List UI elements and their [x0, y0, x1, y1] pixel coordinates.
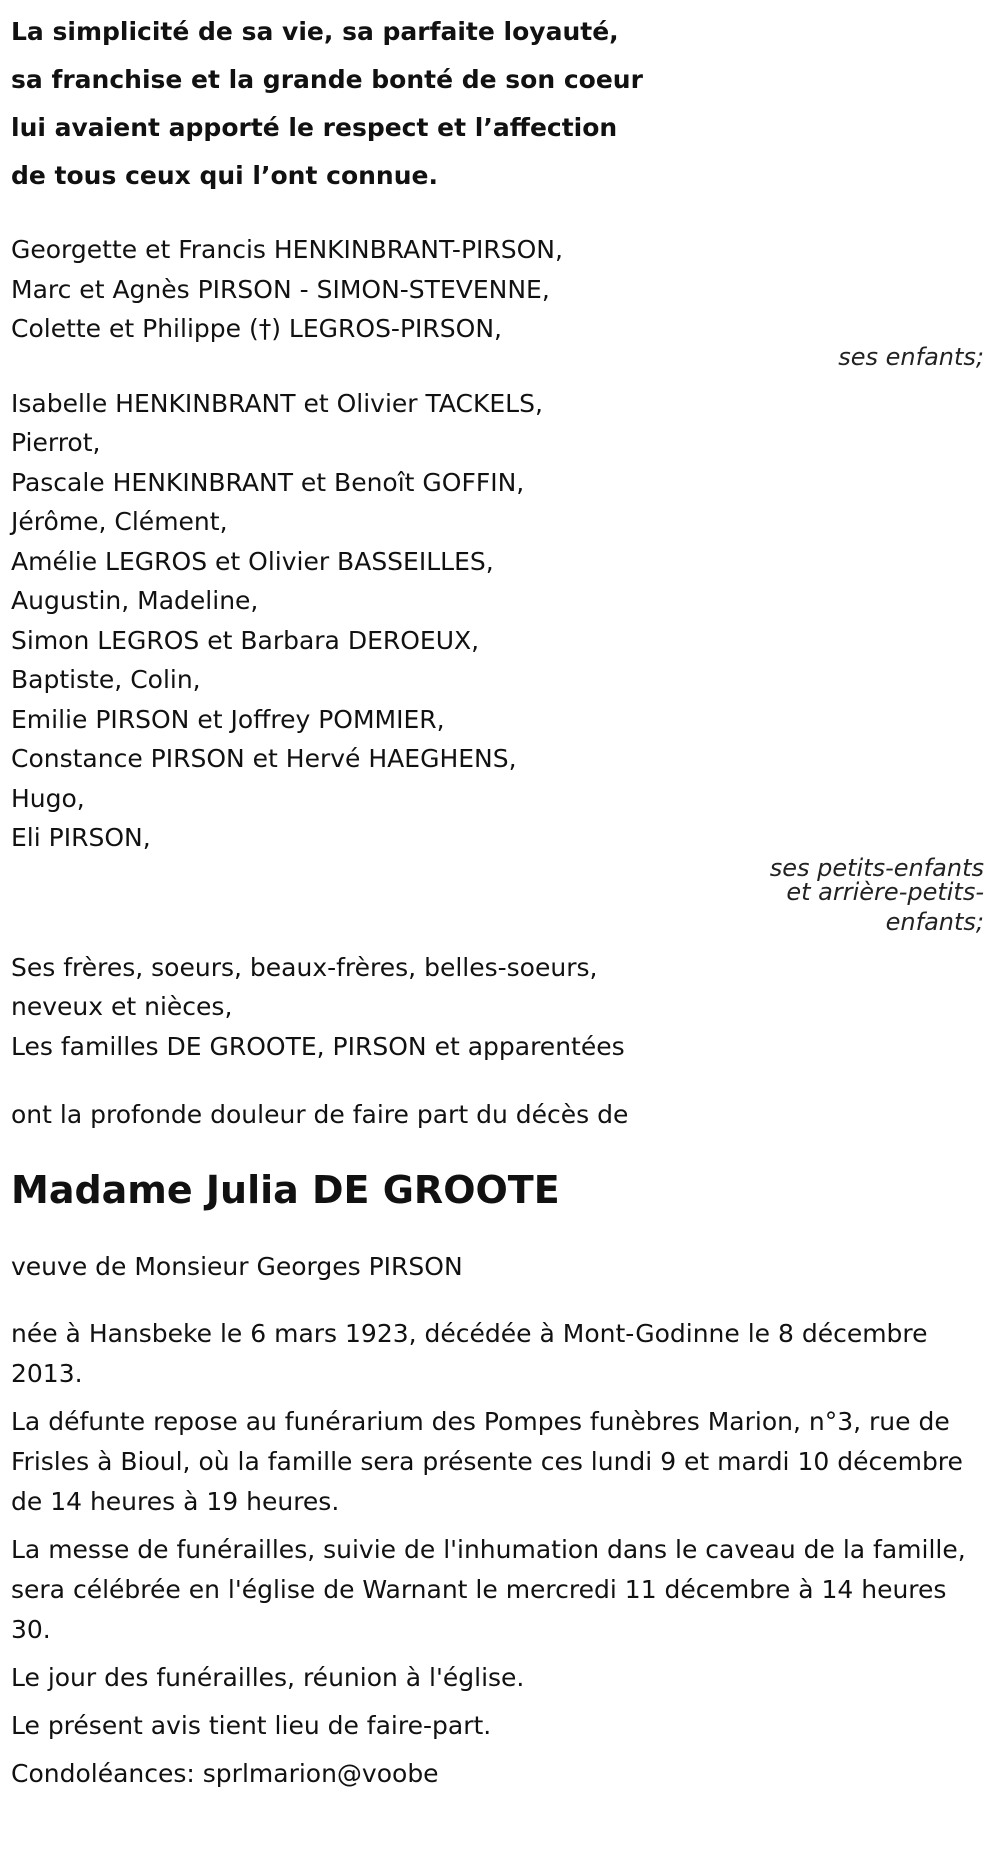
- intro-line: de tous ceux qui l’ont connue.: [11, 161, 438, 190]
- intro-line: lui avaient apporté le respect et l’affection: [11, 113, 618, 142]
- funeral-day: Le jour des funérailles, réunion à l'église.: [11, 1663, 525, 1692]
- children-list: [11, 230, 986, 349]
- grandchild-line: Augustin, Madeline,: [11, 586, 259, 615]
- child-line: Colette et Philippe (†) LEGROS-PIRSON,: [11, 314, 502, 343]
- decedent-name: Madame Julia DE GROOTE: [11, 1168, 560, 1212]
- intro-quote: [11, 0, 986, 200]
- grandchildren-list: [11, 384, 986, 858]
- grandchild-line: Hugo,: [11, 783, 85, 813]
- grandchildren-role-line: et arrière-petits-: [786, 877, 984, 906]
- grandchildren-role-line: enfants;: [885, 907, 984, 936]
- widow-of: veuve de Monsieur Georges PIRSON: [11, 1252, 463, 1281]
- birth-death: née à Hansbeke le 6 mars 1923, décédée à Mont-Godinne le 8 décembre 2013.: [11, 1319, 928, 1388]
- grandchild-line: Pascale HENKINBRANT et Benoît GOFFIN,: [11, 467, 525, 497]
- grandchild-line: Amélie LEGROS et Olivier BASSEILLES,: [11, 546, 494, 576]
- grandchild-line: Simon LEGROS et Barbara DEROEUX,: [11, 625, 480, 655]
- family-list: [11, 948, 986, 1067]
- family-line: Les familles DE GROOTE, PIRSON et apparentées: [11, 1031, 625, 1061]
- repose-info: La défunte repose au funérarium des Pompes funèbres Marion, n°3, rue de Frisles à Bioul, où la famille sera présente ces lundi 9 et mardi 10 décembre de 14 heures à 19 heures.: [11, 1407, 963, 1516]
- grandchildren-role: [11, 853, 986, 940]
- announcement: ont la profonde douleur de faire part du décès de: [11, 1100, 629, 1129]
- notice: Le présent avis tient lieu de faire-part.: [11, 1711, 492, 1740]
- grandchild-line: Emilie PIRSON et Joffrey POMMIER,: [11, 704, 445, 734]
- family-line: neveux et nièces,: [11, 992, 233, 1021]
- grandchild-line: Isabelle HENKINBRANT et Olivier TACKELS,: [11, 388, 543, 418]
- children-role: ses enfants;: [838, 342, 984, 371]
- family-line: Ses frères, soeurs, beaux-frères, belles-soeurs,: [11, 952, 598, 982]
- intro-line: sa franchise et la grande bonté de son coeur: [11, 65, 643, 94]
- child-line: Marc et Agnès PIRSON - SIMON-STEVENNE,: [11, 274, 550, 304]
- grandchildren-role-line: ses petits-enfants: [769, 853, 984, 882]
- grandchild-line: Pierrot,: [11, 428, 101, 457]
- child-line: Georgette et Francis HENKINBRANT-PIRSON,: [11, 235, 563, 264]
- grandchild-line: Constance PIRSON et Hervé HAEGHENS,: [11, 744, 517, 773]
- intro-line: La simplicité de sa vie, sa parfaite loyauté,: [11, 17, 619, 46]
- mass-info: La messe de funérailles, suivie de l'inhumation dans le caveau de la famille, sera célébrée en l'église de Warnant le mercredi 11 décembre à 14 heures 30.: [11, 1535, 966, 1644]
- condolences: Condoléances: sprlmarion@voobe: [11, 1759, 439, 1788]
- grandchild-line: Eli PIRSON,: [11, 823, 151, 852]
- grandchild-line: Jérôme, Clément,: [11, 507, 228, 536]
- grandchild-line: Baptiste, Colin,: [11, 665, 201, 694]
